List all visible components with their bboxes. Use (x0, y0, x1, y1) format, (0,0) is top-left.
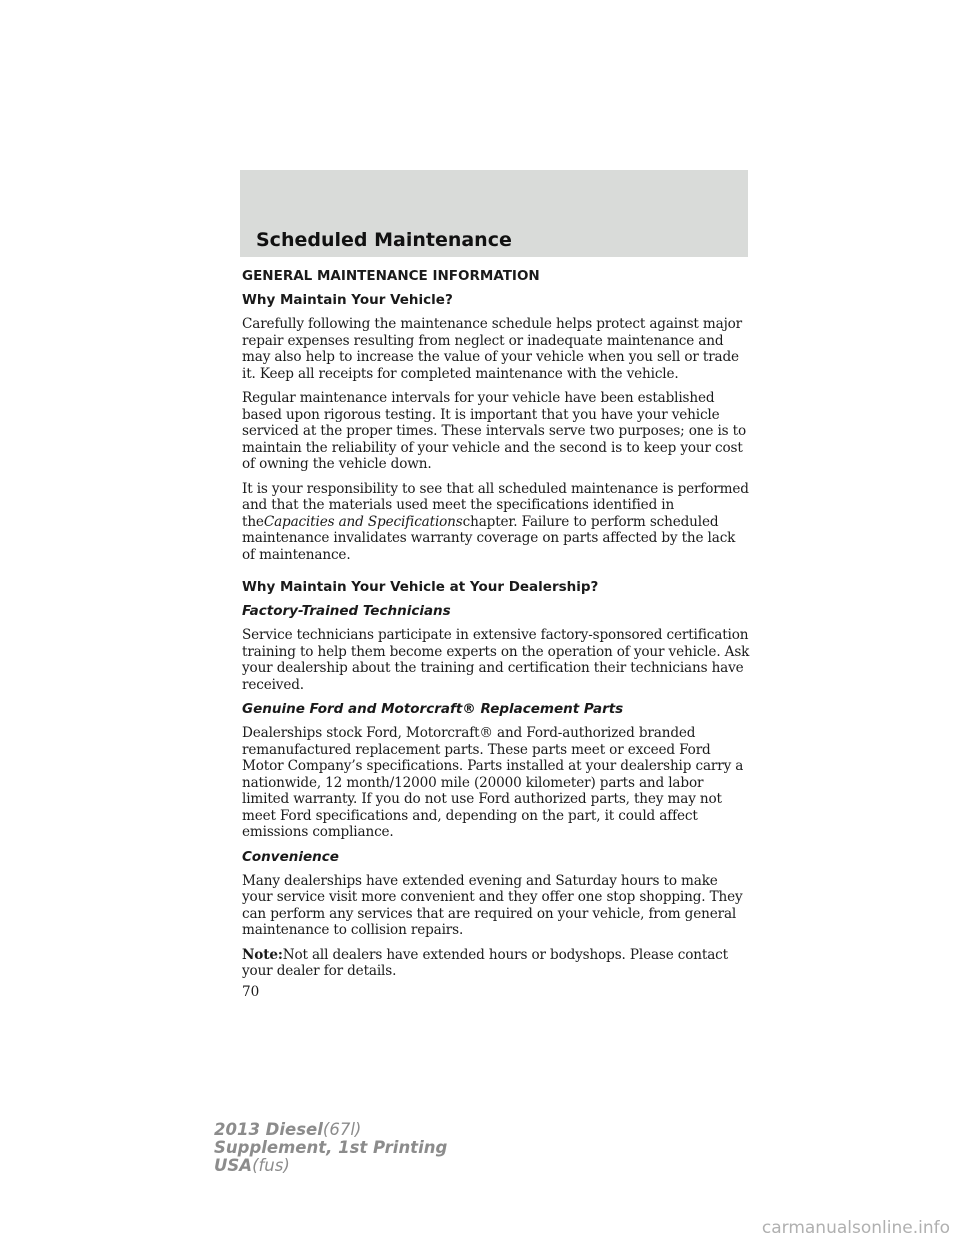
technicians-heading: Factory-Trained Technicians (242, 603, 451, 619)
footer-region-code: (fus) (252, 1156, 290, 1175)
footer-line-2: Supplement, 1st Printing (214, 1138, 448, 1157)
dealership-heading: Why Maintain Your Vehicle at Your Dealership? (242, 579, 599, 595)
why-maintain-paragraph-1: Carefully following the maintenance schedule helps protect against major repair expenses resulting from neglect or inadequate maintenance and may also help to increase the value of your vehicle when you sell or trade it. Keep all receipts for completed maintenance with the vehicle. (242, 316, 743, 382)
chapter-reference: Capacities and Specifications (263, 513, 463, 530)
footer-line-3 (214, 1157, 447, 1175)
parts-paragraph: Dealerships stock Ford, Motorcraft® and Ford-authorized branded remanufactured replacement parts. These parts meet or exceed Ford Motor Company’s specifications. Parts installed at your dealership carry a nationwide, 12 month/12000 mile (20000 kilometer) parts and labor limited warranty. If you do not use Ford authorized parts, they may not meet Ford specifications and, depending on the part, it could affect emissions compliance. (242, 725, 744, 840)
convenience-paragraph: Many dealerships have extended evening and Saturday hours to make your service visit more convenient and they offer one stop shopping. They can perform any services that are required on your vehicle, from general maintenance to collision repairs. (242, 872, 743, 938)
convenience-heading: Convenience (242, 848, 339, 865)
paragraph-3-start: It is your responsibility to see that all scheduled maintenance is performed and that the materials used meet the specifications identified in the (242, 480, 749, 530)
print-footer (214, 1121, 447, 1175)
parts-heading: Genuine Ford and Motorcraft® Replacement Parts (242, 701, 624, 717)
site-watermark: carmanualsonline.info (761, 1218, 950, 1238)
main-heading: GENERAL MAINTENANCE INFORMATION (242, 268, 540, 284)
footer-model: 2013 Diesel (214, 1120, 323, 1139)
section-header-band (240, 170, 748, 257)
paragraph-3-end: chapter. Failure to perform scheduled maintenance invalidates warranty coverage on parts affected by the lack of maintenance. (242, 513, 736, 563)
note-paragraph (242, 947, 752, 980)
technicians-paragraph: Service technicians participate in extensive factory-sponsored certification training to help them become experts on the operation of your vehicle. Ask your dealership about the training and certification their technicians have received. (242, 627, 750, 693)
why-maintain-paragraph-3 (242, 481, 752, 564)
footer-region: USA (214, 1156, 253, 1175)
note-label: Note: (242, 946, 283, 963)
note-text: Not all dealers have extended hours or bodyshops. Please contact your dealer for details. (242, 946, 728, 979)
page-content (242, 268, 752, 1000)
footer-model-code: (67l) (322, 1120, 362, 1139)
why-maintain-paragraph-2: Regular maintenance intervals for your vehicle have been established based upon rigorous testing. It is important that you have your vehicle serviced at the proper times. These intervals serve two purposes; one is to maintain the reliability of your vehicle and the second is to keep your cost of owning the vehicle down. (242, 390, 747, 472)
section-title: Scheduled Maintenance (256, 229, 512, 251)
why-maintain-heading: Why Maintain Your Vehicle? (242, 292, 453, 308)
footer-line-1 (214, 1121, 447, 1139)
page-number: 70 (242, 983, 260, 1000)
